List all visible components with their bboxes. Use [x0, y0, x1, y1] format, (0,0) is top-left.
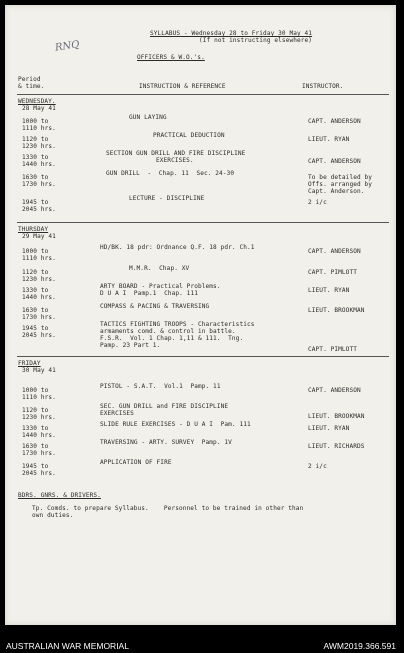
period-end: 1110 hrs.: [22, 125, 56, 132]
instructor-name: CAPT. ANDERSON: [308, 118, 361, 125]
period-end: 1730 hrs.: [22, 314, 56, 321]
instruction-line: EXERCISES: [100, 410, 134, 417]
period-end: 1440 hrs.: [22, 432, 56, 439]
period-start: 1120 to: [22, 136, 49, 143]
period-end: 2045 hrs.: [22, 470, 56, 477]
instructor-name: LIEUT. RICHARDS: [308, 443, 365, 450]
instruction-line: Pamp. 23 Part 1.: [100, 342, 161, 349]
instruction-line: HD/BK. 18 pdr: Ordnance Q.F. 18 pdr. Ch.1: [100, 244, 255, 251]
period-end: 1230 hrs.: [22, 276, 56, 283]
instruction-line: TACTICS FIGHTING TROOPS - Characteristics: [100, 321, 255, 328]
period-start: 1330 to: [22, 425, 49, 432]
period-end: 1730 hrs.: [22, 450, 56, 457]
handwritten-annotation: RNQ: [54, 39, 81, 54]
period-end: 1110 hrs.: [22, 255, 56, 262]
bdrs-heading: BDRS. GNRS. & DRIVERS.: [18, 492, 101, 499]
period-end: 1440 hrs.: [22, 161, 56, 168]
instructor-name: LIEUT. RYAN: [308, 287, 350, 294]
instruction-line: LECTURE - DISCIPLINE: [129, 195, 205, 202]
syllabus-subtitle: (If not instructing elsewhere): [199, 37, 313, 44]
instruction-line: PISTOL - S.A.T. Vol.1 Pamp. 11: [100, 383, 221, 390]
bdrs-text-2: own duties.: [32, 512, 74, 519]
col-instruction-label: INSTRUCTION & REFERENCE: [139, 83, 226, 90]
period-end: 1440 hrs.: [22, 294, 56, 301]
period-start: 1000 to: [22, 387, 49, 394]
instructor-name: CAPT. ANDERSON: [308, 158, 361, 165]
instruction-line: EXERCISES.: [156, 157, 194, 164]
day-heading: WEDNESDAY.: [18, 98, 56, 105]
audience-heading: OFFICERS & W.O.'s.: [137, 54, 205, 61]
instructor-name: LIEUT. RYAN: [308, 425, 350, 432]
footer-archive-name: AUSTRALIAN WAR MEMORIAL: [6, 641, 129, 651]
period-start: 1630 to: [22, 443, 49, 450]
period-start: 1330 to: [22, 154, 49, 161]
document-page: [5, 5, 396, 625]
period-start: 1945 to: [22, 325, 49, 332]
period-start: 1630 to: [22, 174, 49, 181]
instruction-line: SLIDE RULE EXERCISES - D U A I Pam. 111: [100, 421, 251, 428]
footer-bar: [0, 640, 404, 653]
instruction-line: SEC. GUN DRILL and FIRE DISCIPLINE: [100, 403, 229, 410]
instructor-name: CAPT. PIMLOTT: [308, 269, 357, 276]
day-date: 28 May 41: [22, 105, 56, 112]
header-divider: [17, 94, 389, 95]
instruction-line: F.S.R. Vol. 1 Chap. 1,11 & 111. Tng.: [100, 335, 244, 342]
day-heading: FRIDAY: [18, 360, 41, 367]
period-start: 1630 to: [22, 307, 49, 314]
instructor-name: CAPT. PIMLOTT: [308, 346, 357, 353]
day-date: 30 May 41: [22, 367, 56, 374]
col-period-label: Period: [18, 76, 41, 83]
instructor-name: Offs. arranged by: [308, 181, 373, 188]
instructor-name: LIEUT. BROOKMAN: [308, 413, 365, 420]
instruction-line: TRAVERSING - ARTY. SURVEY Pamp. 1V: [100, 439, 232, 446]
syllabus-title: SYLLABUS - Wednesday 28 to Friday 30 May 41: [150, 30, 313, 37]
period-start: 1120 to: [22, 269, 49, 276]
instruction-line: PRACTICAL DEDUCTION: [153, 132, 225, 139]
instructor-name: 2 i/c: [308, 463, 327, 470]
col-time-label: & time.: [18, 83, 45, 90]
day-divider: [17, 356, 389, 357]
instructor-name: To be detailed by: [308, 174, 373, 181]
period-end: 1230 hrs.: [22, 414, 56, 421]
instruction-line: APPLICATION OF FIRE: [100, 459, 172, 466]
instruction-line: D U A I Pamp.1 Chap. 111: [100, 290, 198, 297]
instruction-line: GUN LAYING: [129, 114, 167, 121]
period-start: 1330 to: [22, 287, 49, 294]
instruction-line: ARTY BOARD - Practical Problems.: [100, 283, 221, 290]
day-divider: [17, 222, 389, 223]
period-end: 2045 hrs.: [22, 206, 56, 213]
period-end: 1730 hrs.: [22, 181, 56, 188]
instructor-name: Capt. Anderson.: [308, 188, 365, 195]
period-start: 1945 to: [22, 463, 49, 470]
period-start: 1000 to: [22, 248, 49, 255]
period-end: 2045 hrs.: [22, 332, 56, 339]
instruction-line: COMPASS & PACING & TRAVERSING: [100, 303, 210, 310]
day-date: 29 May 41: [22, 233, 56, 240]
period-start: 1120 to: [22, 407, 49, 414]
instructor-name: CAPT. ANDERSON: [308, 387, 361, 394]
bdrs-text-1: Tp. Comds. to prepare Syllabus. Personnel to be trained in other than: [32, 505, 304, 512]
instructor-name: LIEUT. BROOKMAN: [308, 307, 365, 314]
day-heading: THURSDAY: [18, 226, 49, 233]
instructor-name: CAPT. ANDERSON: [308, 248, 361, 255]
period-start: 1945 to: [22, 199, 49, 206]
instruction-line: GUN DRILL - Chap. 11 Sec. 24-30: [106, 170, 235, 177]
footer-accession-number: AWM2019.366.591: [323, 641, 396, 651]
col-instructor-label: INSTRUCTOR.: [302, 83, 344, 90]
instruction-line: SECTION GUN DRILL AND FIRE DISCIPLINE: [106, 150, 246, 157]
instructor-name: LIEUT. RYAN: [308, 136, 350, 143]
period-start: 1000 to: [22, 118, 49, 125]
period-end: 1230 hrs.: [22, 143, 56, 150]
instruction-line: armaments comd. & control in battle.: [100, 328, 236, 335]
period-end: 1110 hrs.: [22, 394, 56, 401]
instruction-line: M.M.R. Chap. XV: [129, 265, 190, 272]
instructor-name: 2 i/c: [308, 199, 327, 206]
